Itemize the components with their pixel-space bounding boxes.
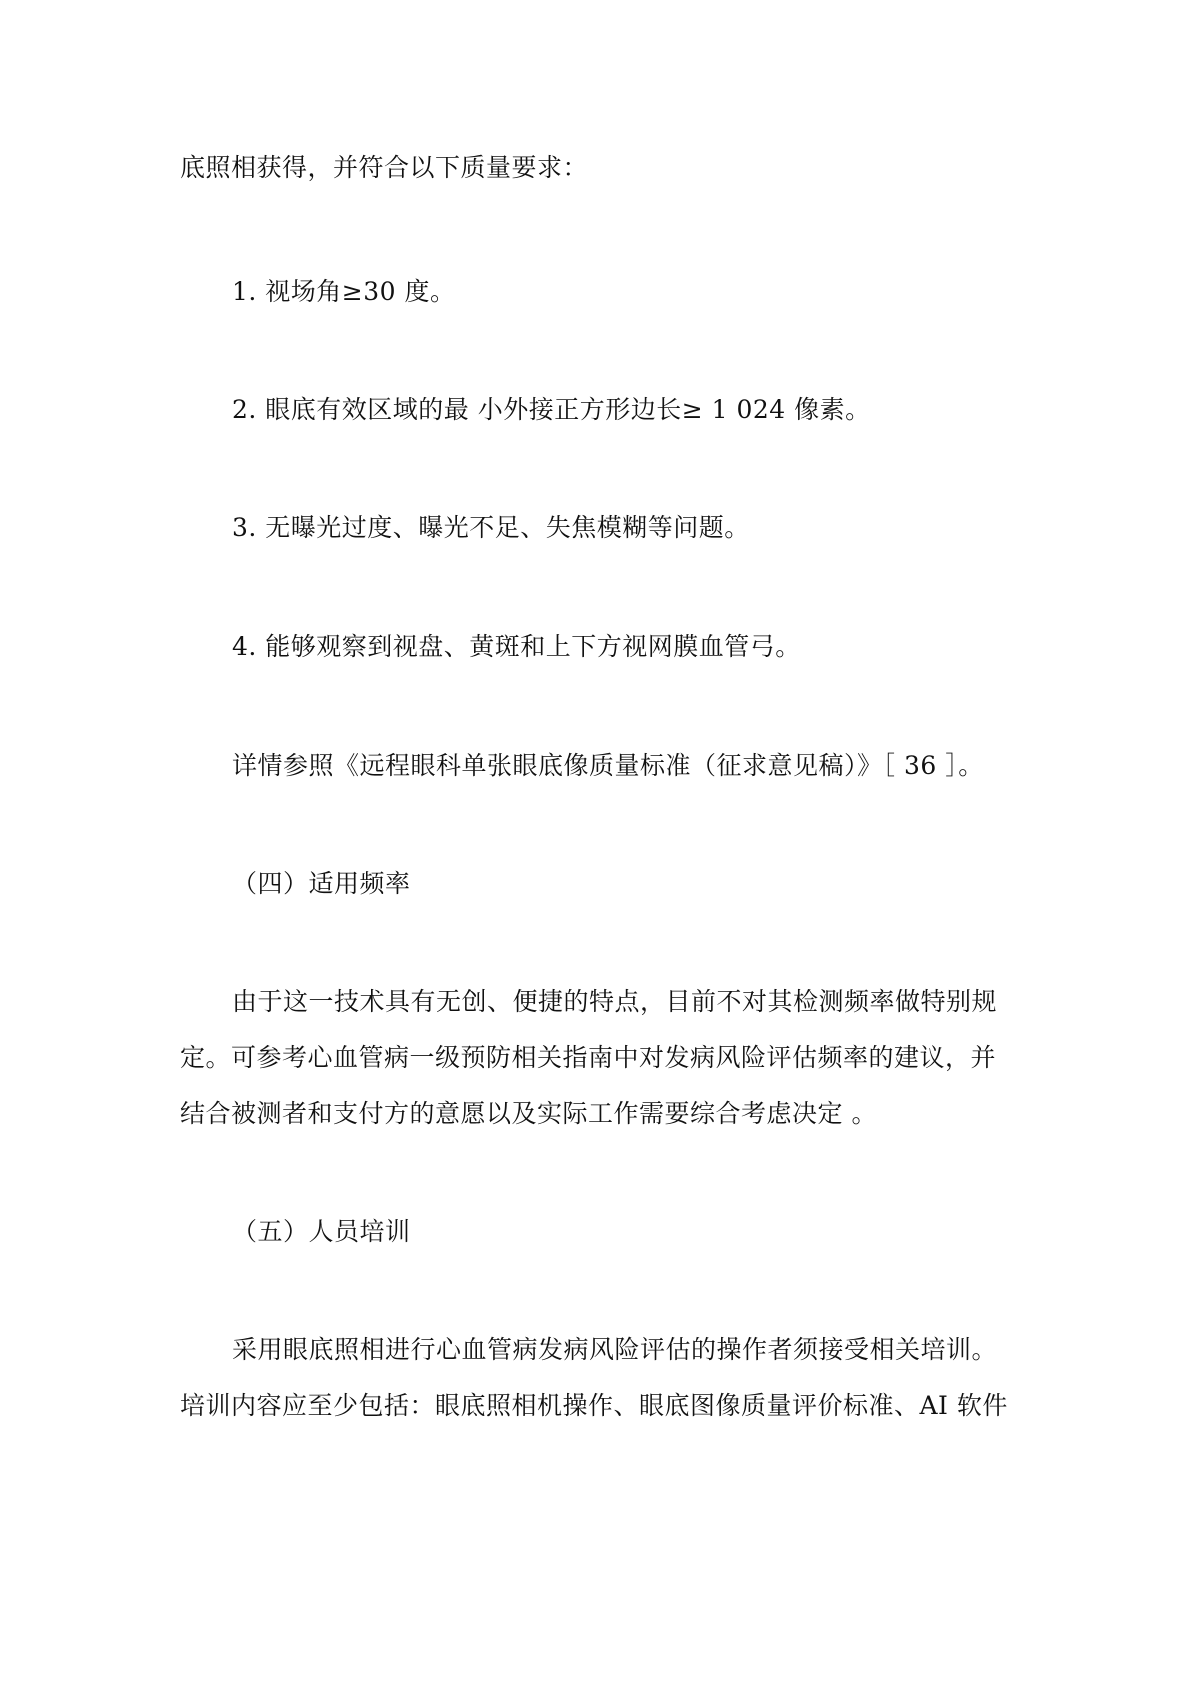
list-item: 4. 能够观察到视盘、黄斑和上下方视网膜血管弓。 — [232, 632, 801, 661]
list-item: 3. 无曝光过度、曝光不足、失焦模糊等问题。 — [232, 513, 750, 542]
text-line: 底照相获得，并符合以下质量要求： — [180, 153, 589, 182]
list-item: 2. 眼底有效区域的最 小外接正方形边长≥ 1 024 像素。 — [232, 395, 871, 424]
text-line: 结合被测者和支付方的意愿以及实际工作需要综合考虑决定 。 — [180, 1099, 877, 1128]
section-heading: （五）人员培训 — [232, 1217, 411, 1246]
text-line: 定。可参考心血管病一级预防相关指南中对发病风险评估频率的建议，并 — [180, 1043, 997, 1072]
text-line: 培训内容应至少包括：眼底照相机操作、眼底图像质量评价标准、AI 软件 — [180, 1391, 1008, 1420]
list-item: 1. 视场角≥30 度。 — [232, 277, 456, 306]
text-line: 详情参照《远程眼科单张眼底像质量标准（征求意见稿）》［ 36 ］。 — [232, 751, 984, 780]
text-line: 采用眼底照相进行心血管病发病风险评估的操作者须接受相关培训。 — [232, 1335, 998, 1364]
text-line: 由于这一技术具有无创、便捷的特点，目前不对其检测频率做特别规 — [232, 987, 998, 1016]
section-heading: （四）适用频率 — [232, 869, 411, 898]
